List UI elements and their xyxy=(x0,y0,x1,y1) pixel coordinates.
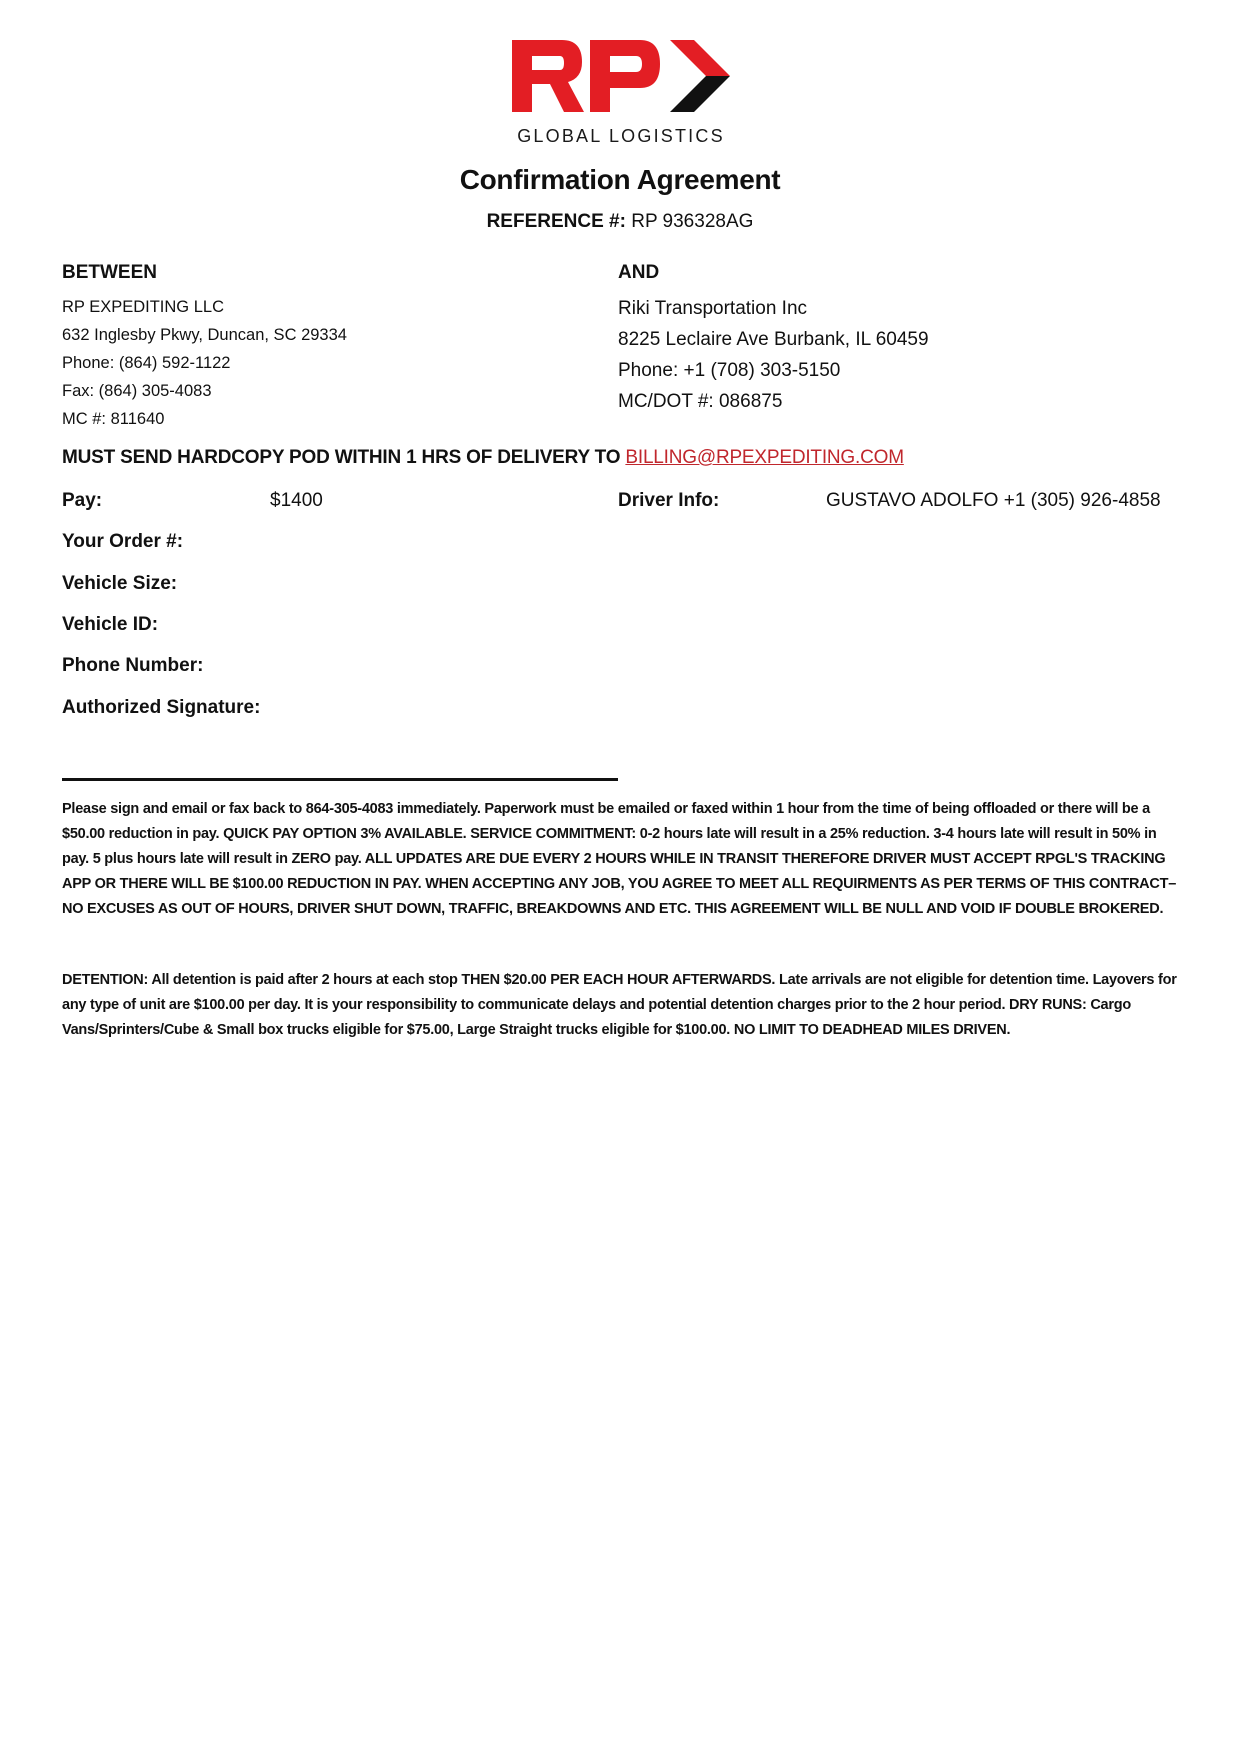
and-phone: Phone: +1 (708) 303-5150 xyxy=(618,360,841,381)
reference-value: RP 936328AG xyxy=(631,211,754,232)
and-address: 8225 Leclaire Ave Burbank, IL 60459 xyxy=(618,329,929,350)
pod-notice-text: MUST SEND HARDCOPY POD WITHIN 1 HRS OF DELIVERY TO xyxy=(62,447,626,468)
between-phone: Phone: (864) 592-1122 xyxy=(62,354,231,372)
between-address: 632 Inglesby Pkwy, Duncan, SC 29334 xyxy=(62,326,347,344)
vehicle-id-label: Vehicle ID: xyxy=(62,614,159,635)
authorized-signature-label: Authorized Signature: xyxy=(62,697,261,718)
between-fax: Fax: (864) 305-4083 xyxy=(62,382,212,400)
and-mc-dot: MC/DOT #: 086875 xyxy=(618,391,783,412)
pay-label: Pay: xyxy=(62,490,103,511)
document-title: Confirmation Agreement xyxy=(459,164,781,195)
vehicle-size-label: Vehicle Size: xyxy=(62,573,178,594)
logo-text: GLOBAL LOGISTICS xyxy=(517,126,725,146)
between-heading: BETWEEN xyxy=(62,262,157,283)
driver-info-label: Driver Info: xyxy=(618,490,720,511)
reference-number xyxy=(0,211,1240,233)
and-company: Riki Transportation Inc xyxy=(618,298,808,319)
driver-info-value: GUSTAVO ADOLFO +1 (305) 926-4858 xyxy=(826,490,1161,511)
rp-logo-mark xyxy=(510,38,732,118)
pay-value: $1400 xyxy=(270,490,323,511)
and-heading: AND xyxy=(618,262,660,283)
between-company: RP EXPEDITING LLC xyxy=(62,298,224,316)
phone-number-label: Phone Number: xyxy=(62,655,204,676)
your-order-label: Your Order #: xyxy=(62,531,184,552)
detention-paragraph: DETENTION: All detention is paid after 2 hours at each stop THEN $20.00 PER EACH HOUR AFTERWARDS. Late arrivals are not eligible for detention time. Layovers for any type of unit are $100.00 per day. It is your responsibility to communicate delays and potential detention charges prior to the 2 hour period. DRY RUNS: Cargo Vans/Sprinters/Cube & Small box trucks eligible for $75.00, Large Straight trucks eligible for $100.00. NO LIMIT TO DEADHEAD MILES DRIVEN. xyxy=(62,972,1177,1038)
company-logo xyxy=(510,38,732,150)
between-mc: MC #: 811640 xyxy=(62,410,165,428)
signature-line[interactable] xyxy=(62,778,618,781)
pod-notice xyxy=(62,447,904,469)
reference-label: REFERENCE #: xyxy=(486,211,626,232)
between-party xyxy=(62,262,347,433)
terms-paragraph: Please sign and email or fax back to 864-305-4083 immediately. Paperwork must be emailed or faxed within 1 hour from the time of being offloaded or there will be a $50.00 reduction in pay. QUICK PAY OPTION 3% AVAILABLE. SERVICE COMMITMENT: 0-2 hours late will result in a 25% reduction. 3-4 hours late will result in 50% in pay. 5 plus hours late will result in ZERO pay. ALL UPDATES ARE DUE EVERY 2 HOURS WHILE IN TRANSIT THEREFORE DRIVER MUST ACCEPT RPGL'S TRACKING APP OR THERE WILL BE $100.00 REDUCTION IN PAY. WHEN ACCEPTING ANY JOB, YOU AGREE TO MEET ALL REQUIRMENTS AS PER TERMS OF THIS CONTRACT– NO EXCUSES AS OUT OF HOURS, DRIVER SHUT DOWN, TRAFFIC, BREAKDOWNS AND ETC. THIS AGREEMENT WILL BE NULL AND VOID IF DOUBLE BROKERED. xyxy=(62,801,1177,917)
billing-email-link[interactable]: BILLING@RPEXPEDITING.COM xyxy=(625,447,904,468)
and-party xyxy=(618,262,929,417)
